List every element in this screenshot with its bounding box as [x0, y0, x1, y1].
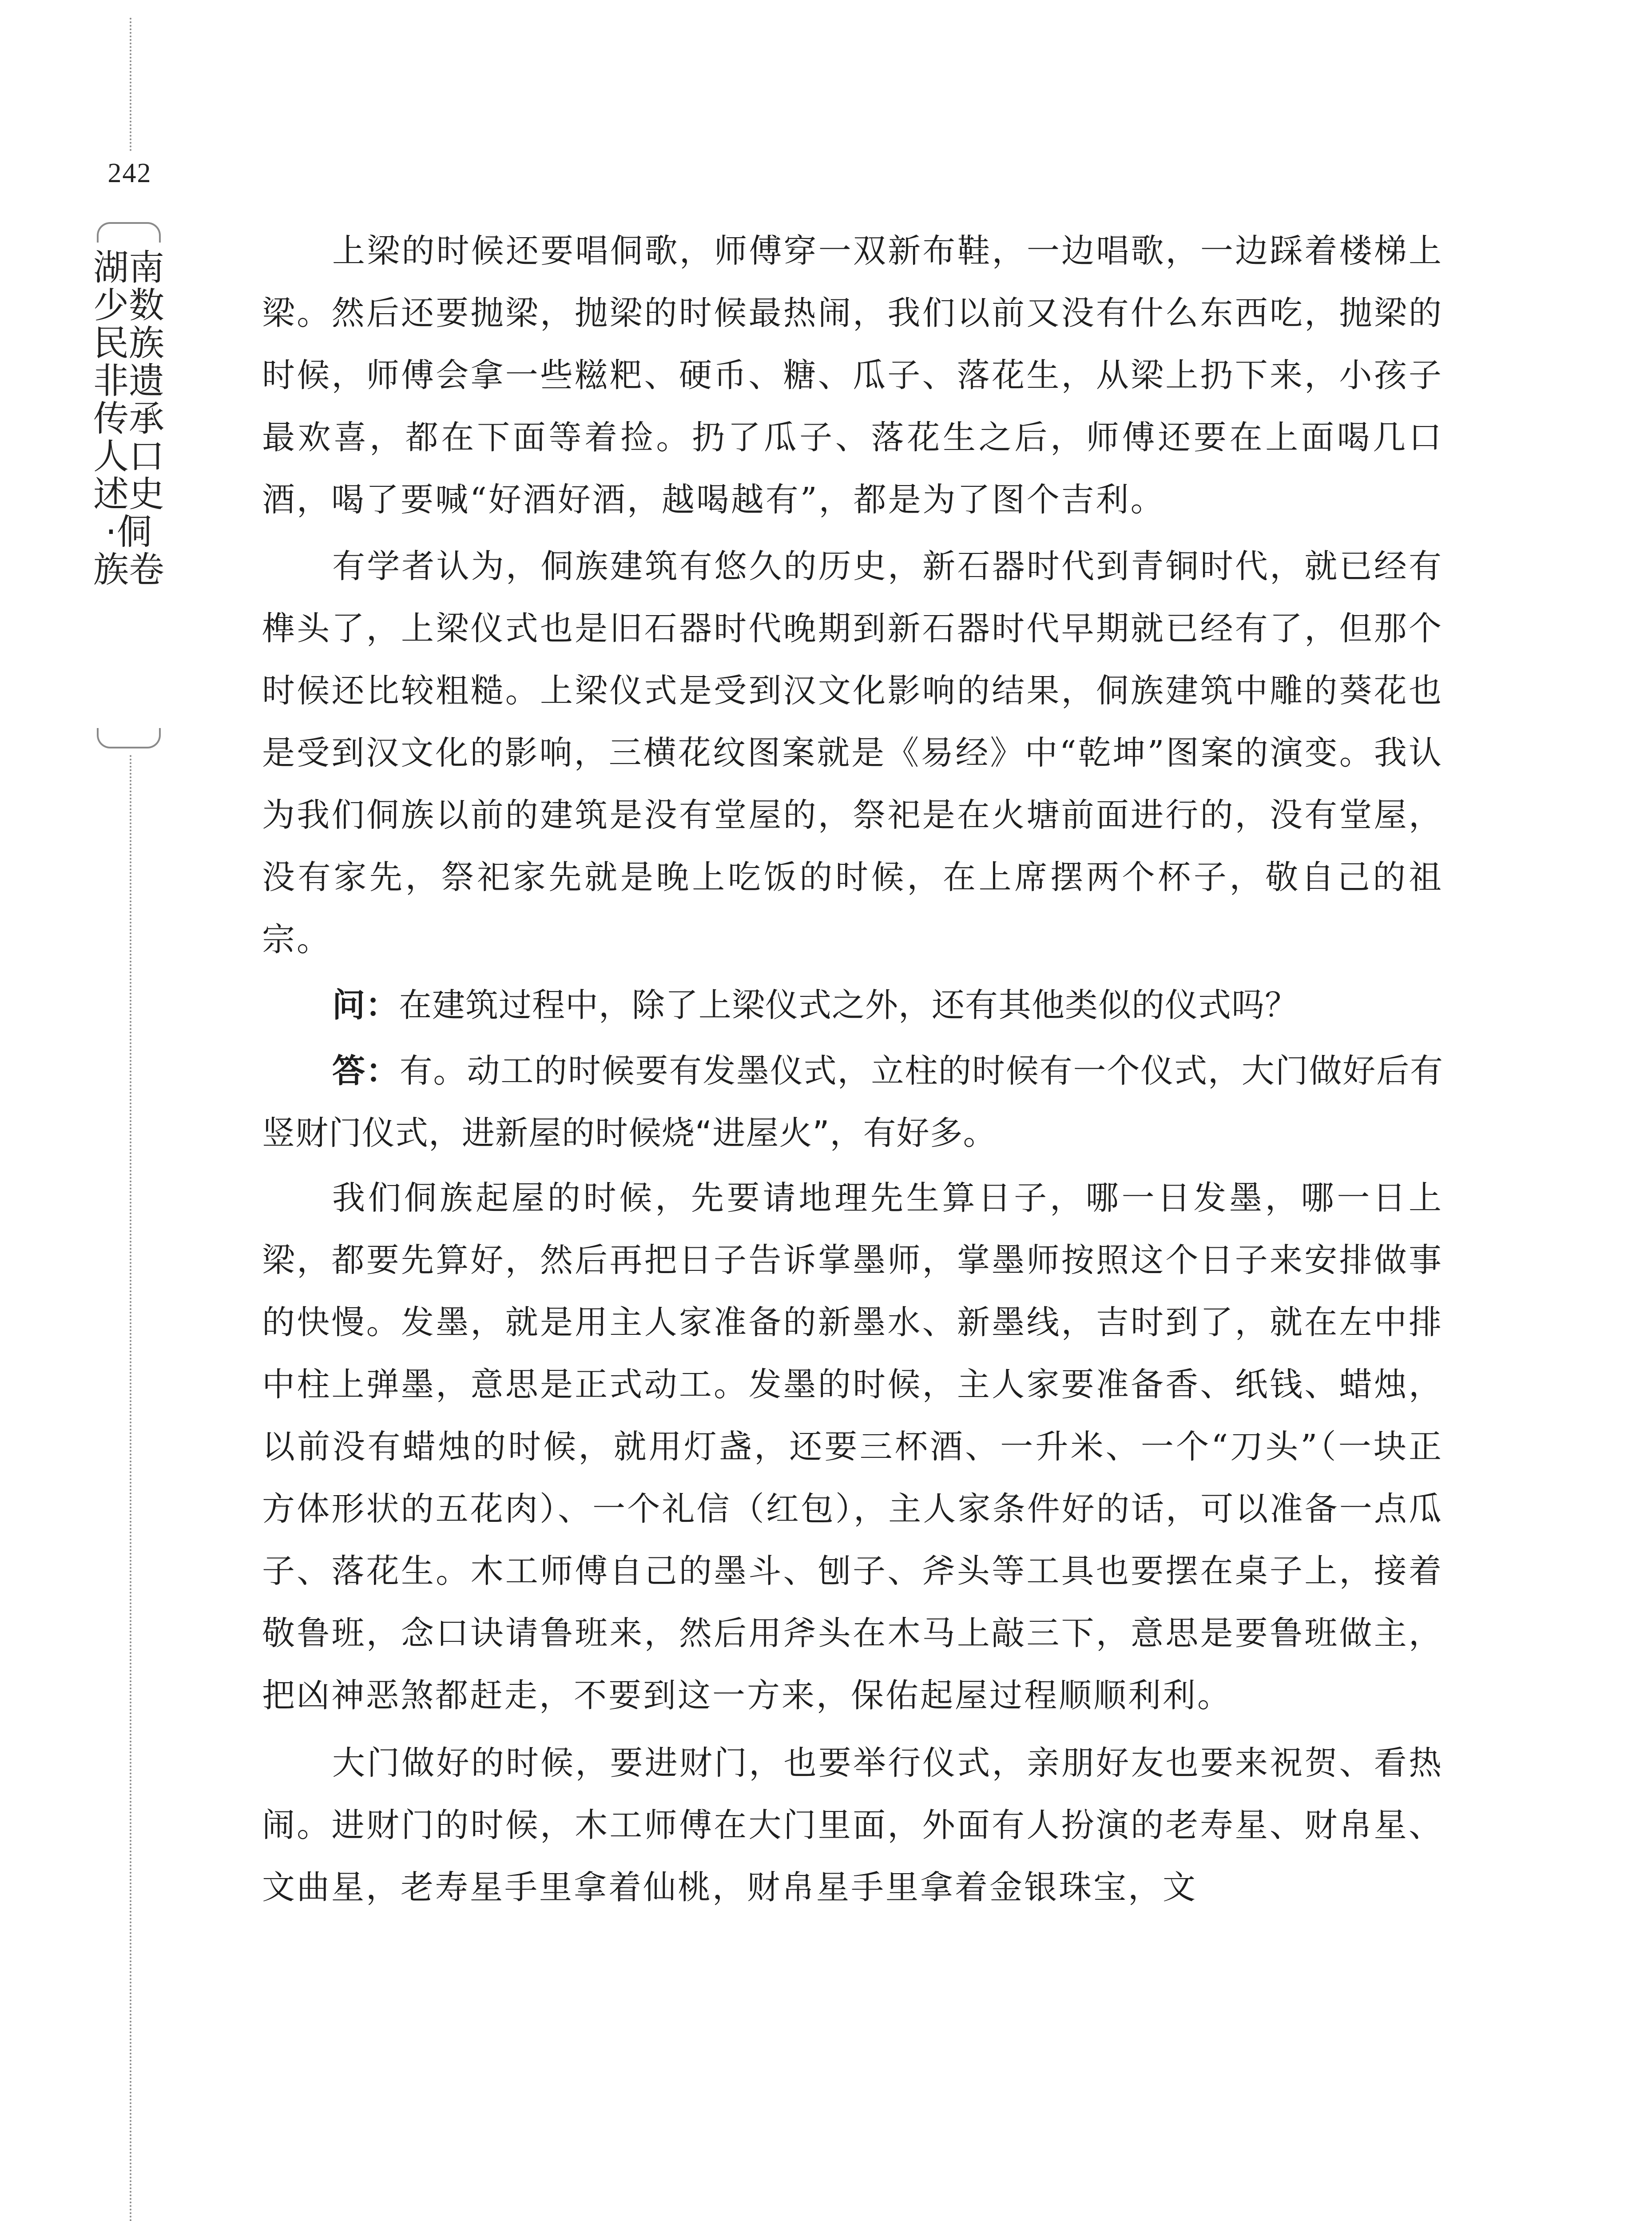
running-title: 湖南少数民族非遗传承人口述史·侗族卷: [93, 247, 164, 590]
running-title-frame: [89, 222, 169, 748]
page-number: 242: [107, 158, 152, 188]
question: [262, 974, 1443, 1036]
margin-rule-bottom: [130, 755, 131, 2221]
paragraph-wealth-gate: 大门做好的时候，要进财门，也要举行仪式，亲朋好友也要来祝贺、看热闹。进财门的时候，木工师傅在大门里面，外面有人扮演的老寿星、财帛星、文曲星，老寿星手里拿着仙桃，财帛星手里拿着金银珠宝，文: [262, 1744, 1443, 1907]
margin-rule-top: [130, 18, 131, 151]
bracket-top: [97, 222, 161, 243]
paragraph-beam-raising-song: 上梁的时候还要唱侗歌，师傅穿一双新布鞋，一边唱歌，一边踩着楼梯上梁。然后还要抛梁，抛梁的时候最热闹，我们以前又没有什么东西吃，抛梁的时候，师傅会拿一些糍粑、硬币、糖、瓜子、落花生，从梁上扔下来，小孩子最欢喜，都在下面等着捡。扔了瓜子、落花生之后，师傅还要在上面喝几口酒，喝了要喊“好酒好酒，越喝越有”，都是为了图个吉利。: [262, 232, 1443, 519]
bracket-bottom: [97, 728, 161, 748]
question-label: 问：: [332, 986, 399, 1024]
answer-text: 有。动工的时候要有发墨仪式，立柱的时候有一个仪式，大门做好后有竖财门仪式，进新屋的时候烧“进屋火”，有好多。: [262, 1052, 1443, 1152]
paragraph-scholar-view: 有学者认为，侗族建筑有悠久的历史，新石器时代到青铜时代，就已经有榫头了，上梁仪式也是旧石器时代晚期到新石器时代早期就已经有了，但那个时候还比较粗糙。上梁仪式是受到汉文化影响的结果，侗族建筑中雕的葵花也是受到汉文化的影响，三横花纹图案就是《易经》中“乾坤”图案的演变。我认为我们侗族以前的建筑是没有堂屋的，祭祀是在火塘前面进行的，没有堂屋，没有家先，祭祀家先就是晚上吃饭的时候，在上席摆两个杯子，敬自己的祖宗。: [262, 547, 1443, 959]
paragraph-ink-ceremony: 我们侗族起屋的时候，先要请地理先生算日子，哪一日发墨，哪一日上梁，都要先算好，然后再把日子告诉掌墨师，掌墨师按照这个日子来安排做事的快慢。发墨，就是用主人家准备的新墨水、新墨线，吉时到了，就在左中排中柱上弹墨，意思是正式动工。发墨的时候，主人家要准备香、纸钱、蜡烛，以前没有蜡烛的时候，就用灯盏，还要三杯酒、一升米、一个“刀头”（一块正方体形状的五花肉）、一个礼信（红包），主人家条件好的话，可以准备一点瓜子、落花生。木工师傅自己的墨斗、刨子、斧头等工具也要摆在桌子上，接着敬鲁班，念口诀请鲁班来，然后用斧头在木马上敲三下，意思是要鲁班做主，把凶神恶煞都赶走，不要到这一方来，保佑起屋过程顺顺利利。: [262, 1179, 1443, 1715]
answer-label: 答：: [332, 1052, 400, 1090]
question-text: 在建筑过程中，除了上梁仪式之外，还有其他类似的仪式吗？: [399, 986, 1298, 1024]
body-text: [262, 220, 1443, 1918]
answer: [262, 1040, 1443, 1164]
